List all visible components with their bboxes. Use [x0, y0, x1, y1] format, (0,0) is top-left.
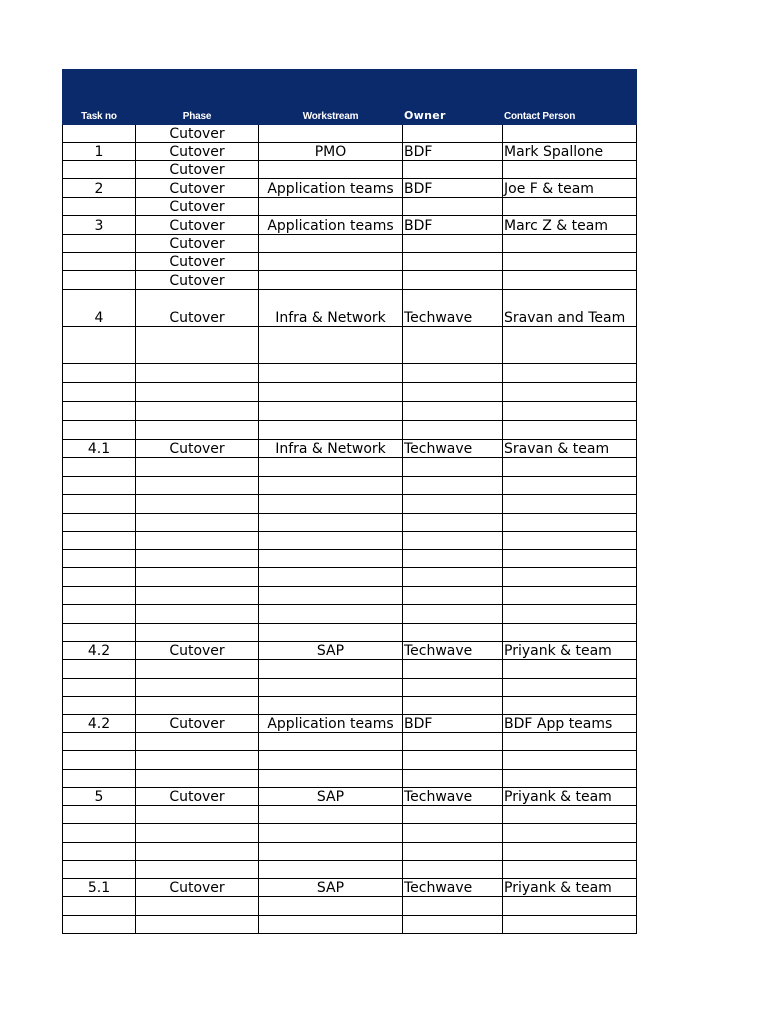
- owner-cell[interactable]: [403, 161, 503, 179]
- table-row: [63, 532, 637, 550]
- workstream-cell[interactable]: [259, 235, 403, 253]
- owner-cell[interactable]: [403, 806, 503, 824]
- table-row: [63, 143, 637, 161]
- owner-cell[interactable]: [403, 253, 503, 271]
- phase-cell[interactable]: [136, 733, 259, 751]
- phase-cell[interactable]: [136, 824, 259, 843]
- workstream-cell[interactable]: [259, 198, 403, 216]
- phase-cell[interactable]: [136, 402, 259, 421]
- workstream-cell[interactable]: [259, 495, 403, 514]
- task-no-cell[interactable]: [63, 843, 136, 861]
- workstream-cell[interactable]: [259, 364, 403, 383]
- table-row: [63, 770, 637, 788]
- table-row: [63, 550, 637, 568]
- contact-person-cell[interactable]: Marc Z & team: [503, 216, 637, 235]
- contact-person-cell[interactable]: [503, 402, 637, 421]
- workstream-cell[interactable]: [259, 514, 403, 532]
- workstream-cell[interactable]: [259, 697, 403, 715]
- owner-cell[interactable]: [403, 125, 503, 143]
- task-no-cell[interactable]: [63, 916, 136, 934]
- contact-person-cell[interactable]: [503, 125, 637, 143]
- phase-cell[interactable]: [136, 897, 259, 916]
- table-row: [63, 897, 637, 916]
- table-row: [63, 458, 637, 477]
- phase-cell[interactable]: [136, 532, 259, 550]
- contact-person-cell[interactable]: Sravan & team: [503, 440, 637, 458]
- phase-cell[interactable]: Cutover: [136, 271, 259, 290]
- contact-person-cell[interactable]: Mark Spallone: [503, 143, 637, 161]
- header-row: [63, 70, 637, 125]
- owner-cell[interactable]: [403, 402, 503, 421]
- task-no-cell[interactable]: [63, 495, 136, 514]
- table-body: [63, 125, 637, 934]
- workstream-cell[interactable]: [259, 660, 403, 679]
- task-no-cell[interactable]: [63, 861, 136, 879]
- owner-cell[interactable]: [403, 421, 503, 440]
- owner-cell[interactable]: [403, 550, 503, 568]
- contact-person-cell[interactable]: [503, 327, 637, 364]
- contact-person-cell[interactable]: [503, 550, 637, 568]
- workstream-cell[interactable]: [259, 271, 403, 290]
- table-row: [63, 179, 637, 198]
- table-row: [63, 879, 637, 897]
- task-no-cell[interactable]: 4.1: [63, 440, 136, 458]
- contact-person-cell[interactable]: [503, 916, 637, 934]
- task-no-cell[interactable]: [63, 824, 136, 843]
- phase-cell[interactable]: [136, 624, 259, 642]
- cutover-task-table: [62, 69, 637, 934]
- contact-person-cell[interactable]: [503, 161, 637, 179]
- owner-cell[interactable]: [403, 383, 503, 402]
- contact-person-cell[interactable]: Priyank & team: [503, 788, 637, 806]
- phase-cell[interactable]: Cutover: [136, 642, 259, 660]
- contact-person-cell[interactable]: [503, 477, 637, 495]
- phase-cell[interactable]: [136, 679, 259, 697]
- task-no-cell[interactable]: 3: [63, 216, 136, 235]
- table-row: [63, 587, 637, 605]
- task-no-cell[interactable]: [63, 806, 136, 824]
- task-no-cell[interactable]: 1: [63, 143, 136, 161]
- contact-person-cell[interactable]: [503, 587, 637, 605]
- phase-cell[interactable]: [136, 327, 259, 364]
- phase-cell[interactable]: Cutover: [136, 143, 259, 161]
- owner-cell[interactable]: Techwave: [403, 879, 503, 897]
- table-row: [63, 290, 637, 327]
- table-row: [63, 125, 637, 143]
- phase-cell[interactable]: [136, 843, 259, 861]
- workstream-cell[interactable]: Infra & Network: [259, 290, 403, 327]
- owner-cell[interactable]: [403, 235, 503, 253]
- phase-cell[interactable]: Cutover: [136, 198, 259, 216]
- table-row: [63, 495, 637, 514]
- phase-cell[interactable]: Cutover: [136, 235, 259, 253]
- task-no-cell[interactable]: [63, 458, 136, 477]
- owner-cell[interactable]: [403, 495, 503, 514]
- task-no-cell[interactable]: 5: [63, 788, 136, 806]
- contact-person-cell[interactable]: [503, 770, 637, 788]
- task-no-cell[interactable]: [63, 364, 136, 383]
- contact-person-cell[interactable]: [503, 679, 637, 697]
- phase-cell[interactable]: Cutover: [136, 440, 259, 458]
- phase-cell[interactable]: Cutover: [136, 125, 259, 143]
- phase-cell[interactable]: [136, 568, 259, 587]
- owner-cell[interactable]: BDF: [403, 216, 503, 235]
- contact-person-cell[interactable]: [503, 532, 637, 550]
- owner-cell[interactable]: [403, 770, 503, 788]
- task-no-cell[interactable]: [63, 897, 136, 916]
- table-row: [63, 697, 637, 715]
- phase-cell[interactable]: Cutover: [136, 715, 259, 733]
- workstream-cell[interactable]: [259, 861, 403, 879]
- owner-cell[interactable]: [403, 897, 503, 916]
- task-no-cell[interactable]: [63, 770, 136, 788]
- table-row: [63, 383, 637, 402]
- workstream-cell[interactable]: [259, 624, 403, 642]
- phase-cell[interactable]: Cutover: [136, 179, 259, 198]
- phase-cell[interactable]: [136, 364, 259, 383]
- workstream-cell[interactable]: [259, 253, 403, 271]
- task-no-cell[interactable]: [63, 271, 136, 290]
- table-row: [63, 751, 637, 770]
- task-no-cell[interactable]: [63, 253, 136, 271]
- phase-cell[interactable]: [136, 770, 259, 788]
- owner-cell[interactable]: [403, 624, 503, 642]
- contact-person-cell[interactable]: [503, 253, 637, 271]
- contact-person-cell[interactable]: [503, 733, 637, 751]
- header-owner: Owner: [403, 70, 503, 125]
- task-no-cell[interactable]: [63, 327, 136, 364]
- table-row: [63, 514, 637, 532]
- task-no-cell[interactable]: 5.1: [63, 879, 136, 897]
- table-row: [63, 806, 637, 824]
- owner-cell[interactable]: [403, 532, 503, 550]
- contact-person-cell[interactable]: [503, 421, 637, 440]
- workstream-cell[interactable]: SAP: [259, 788, 403, 806]
- workstream-cell[interactable]: [259, 733, 403, 751]
- task-no-cell[interactable]: [63, 733, 136, 751]
- owner-cell[interactable]: [403, 458, 503, 477]
- workstream-cell[interactable]: [259, 770, 403, 788]
- table-row: [63, 605, 637, 624]
- owner-cell[interactable]: [403, 271, 503, 290]
- table-row: [63, 861, 637, 879]
- task-no-cell[interactable]: [63, 383, 136, 402]
- contact-person-cell[interactable]: [503, 568, 637, 587]
- table-row: [63, 216, 637, 235]
- task-no-cell[interactable]: [63, 421, 136, 440]
- task-no-cell[interactable]: [63, 697, 136, 715]
- table-row: [63, 402, 637, 421]
- owner-cell[interactable]: Techwave: [403, 788, 503, 806]
- phase-cell[interactable]: [136, 550, 259, 568]
- contact-person-cell[interactable]: [503, 235, 637, 253]
- contact-person-cell[interactable]: BDF App teams: [503, 715, 637, 733]
- table-row: [63, 660, 637, 679]
- workstream-cell[interactable]: [259, 568, 403, 587]
- table-row: [63, 253, 637, 271]
- task-no-cell[interactable]: [63, 125, 136, 143]
- table-row: [63, 679, 637, 697]
- contact-person-cell[interactable]: [503, 458, 637, 477]
- task-no-cell[interactable]: 2: [63, 179, 136, 198]
- owner-cell[interactable]: [403, 679, 503, 697]
- header-phase: Phase: [136, 70, 259, 125]
- contact-person-cell[interactable]: Joe F & team: [503, 179, 637, 198]
- owner-cell[interactable]: [403, 514, 503, 532]
- owner-cell[interactable]: [403, 568, 503, 587]
- owner-cell[interactable]: [403, 916, 503, 934]
- task-no-cell[interactable]: [63, 477, 136, 495]
- task-no-cell[interactable]: [63, 568, 136, 587]
- workstream-cell[interactable]: [259, 477, 403, 495]
- phase-cell[interactable]: [136, 458, 259, 477]
- table-row: [63, 624, 637, 642]
- workstream-cell[interactable]: [259, 916, 403, 934]
- phase-cell[interactable]: Cutover: [136, 879, 259, 897]
- workstream-cell[interactable]: [259, 125, 403, 143]
- owner-cell[interactable]: [403, 843, 503, 861]
- task-no-cell[interactable]: [63, 532, 136, 550]
- phase-cell[interactable]: [136, 751, 259, 770]
- contact-person-cell[interactable]: [503, 495, 637, 514]
- contact-person-cell[interactable]: [503, 660, 637, 679]
- table-row: [63, 733, 637, 751]
- contact-person-cell[interactable]: [503, 897, 637, 916]
- contact-person-cell[interactable]: [503, 364, 637, 383]
- table-row: [63, 477, 637, 495]
- contact-person-cell[interactable]: [503, 806, 637, 824]
- table-row: [63, 788, 637, 806]
- table-row: [63, 421, 637, 440]
- owner-cell[interactable]: [403, 824, 503, 843]
- workstream-cell[interactable]: PMO: [259, 143, 403, 161]
- owner-cell[interactable]: [403, 733, 503, 751]
- workstream-cell[interactable]: SAP: [259, 879, 403, 897]
- contact-person-cell[interactable]: [503, 198, 637, 216]
- table-row: [63, 364, 637, 383]
- phase-cell[interactable]: [136, 383, 259, 402]
- owner-cell[interactable]: [403, 605, 503, 624]
- workstream-cell[interactable]: [259, 161, 403, 179]
- table-row: [63, 642, 637, 660]
- contact-person-cell[interactable]: Priyank & team: [503, 642, 637, 660]
- task-no-cell[interactable]: [63, 235, 136, 253]
- contact-person-cell[interactable]: [503, 514, 637, 532]
- workstream-cell[interactable]: Infra & Network: [259, 440, 403, 458]
- workstream-cell[interactable]: [259, 897, 403, 916]
- contact-person-cell[interactable]: [503, 383, 637, 402]
- contact-person-cell[interactable]: [503, 605, 637, 624]
- task-no-cell[interactable]: 4: [63, 290, 136, 327]
- contact-person-cell[interactable]: Priyank & team: [503, 879, 637, 897]
- phase-cell[interactable]: [136, 495, 259, 514]
- workstream-cell[interactable]: [259, 383, 403, 402]
- task-no-cell[interactable]: [63, 161, 136, 179]
- table-row: [63, 916, 637, 934]
- task-no-cell[interactable]: 4.2: [63, 642, 136, 660]
- owner-cell[interactable]: [403, 477, 503, 495]
- owner-cell[interactable]: [403, 198, 503, 216]
- workstream-cell[interactable]: [259, 806, 403, 824]
- task-no-cell[interactable]: [63, 605, 136, 624]
- phase-cell[interactable]: [136, 861, 259, 879]
- task-no-cell[interactable]: [63, 624, 136, 642]
- workstream-cell[interactable]: [259, 327, 403, 364]
- task-no-cell[interactable]: [63, 402, 136, 421]
- phase-cell[interactable]: [136, 421, 259, 440]
- phase-cell[interactable]: [136, 806, 259, 824]
- contact-person-cell[interactable]: [503, 624, 637, 642]
- owner-cell[interactable]: [403, 587, 503, 605]
- table-row: [63, 440, 637, 458]
- phase-cell[interactable]: Cutover: [136, 216, 259, 235]
- contact-person-cell[interactable]: Sravan and Team: [503, 290, 637, 327]
- phase-cell[interactable]: [136, 660, 259, 679]
- header-task-no: Task no: [63, 70, 136, 125]
- phase-cell[interactable]: [136, 916, 259, 934]
- workstream-cell[interactable]: [259, 824, 403, 843]
- task-no-cell[interactable]: [63, 587, 136, 605]
- contact-person-cell[interactable]: [503, 271, 637, 290]
- table-row: [63, 327, 637, 364]
- workstream-cell[interactable]: Application teams: [259, 715, 403, 733]
- table-row: [63, 198, 637, 216]
- owner-cell[interactable]: [403, 697, 503, 715]
- workstream-cell[interactable]: [259, 532, 403, 550]
- workstream-cell[interactable]: Application teams: [259, 179, 403, 198]
- workstream-cell[interactable]: [259, 587, 403, 605]
- table-row: [63, 161, 637, 179]
- owner-cell[interactable]: [403, 861, 503, 879]
- contact-person-cell[interactable]: [503, 697, 637, 715]
- table-row: [63, 271, 637, 290]
- task-no-cell[interactable]: [63, 660, 136, 679]
- workstream-cell[interactable]: [259, 550, 403, 568]
- owner-cell[interactable]: [403, 327, 503, 364]
- table-row: [63, 235, 637, 253]
- phase-cell[interactable]: [136, 477, 259, 495]
- workstream-cell[interactable]: [259, 458, 403, 477]
- owner-cell[interactable]: Techwave: [403, 290, 503, 327]
- contact-person-cell[interactable]: [503, 824, 637, 843]
- contact-person-cell[interactable]: [503, 843, 637, 861]
- contact-person-cell[interactable]: [503, 861, 637, 879]
- phase-cell[interactable]: [136, 697, 259, 715]
- owner-cell[interactable]: Techwave: [403, 440, 503, 458]
- workstream-cell[interactable]: SAP: [259, 642, 403, 660]
- owner-cell[interactable]: BDF: [403, 143, 503, 161]
- workstream-cell[interactable]: [259, 402, 403, 421]
- header-contact-person: Contact Person: [503, 70, 637, 125]
- owner-cell[interactable]: [403, 660, 503, 679]
- owner-cell[interactable]: Techwave: [403, 642, 503, 660]
- table-row: [63, 715, 637, 733]
- phase-cell[interactable]: [136, 587, 259, 605]
- table-row: [63, 568, 637, 587]
- task-no-cell[interactable]: [63, 679, 136, 697]
- owner-cell[interactable]: BDF: [403, 179, 503, 198]
- task-no-cell[interactable]: [63, 751, 136, 770]
- owner-cell[interactable]: [403, 751, 503, 770]
- owner-cell[interactable]: BDF: [403, 715, 503, 733]
- task-no-cell[interactable]: [63, 550, 136, 568]
- phase-cell[interactable]: Cutover: [136, 253, 259, 271]
- task-no-cell[interactable]: [63, 514, 136, 532]
- table-row: [63, 843, 637, 861]
- workstream-cell[interactable]: [259, 421, 403, 440]
- phase-cell[interactable]: Cutover: [136, 788, 259, 806]
- table-header: [63, 70, 637, 125]
- header-workstream: Workstream: [259, 70, 403, 125]
- workstream-cell[interactable]: Application teams: [259, 216, 403, 235]
- phase-cell[interactable]: Cutover: [136, 161, 259, 179]
- phase-cell[interactable]: Cutover: [136, 290, 259, 327]
- workstream-cell[interactable]: [259, 679, 403, 697]
- task-no-cell[interactable]: [63, 198, 136, 216]
- workstream-cell[interactable]: [259, 605, 403, 624]
- table-row: [63, 824, 637, 843]
- workstream-cell[interactable]: [259, 751, 403, 770]
- phase-cell[interactable]: [136, 514, 259, 532]
- workstream-cell[interactable]: [259, 843, 403, 861]
- owner-cell[interactable]: [403, 364, 503, 383]
- task-no-cell[interactable]: 4.2: [63, 715, 136, 733]
- contact-person-cell[interactable]: [503, 751, 637, 770]
- phase-cell[interactable]: [136, 605, 259, 624]
